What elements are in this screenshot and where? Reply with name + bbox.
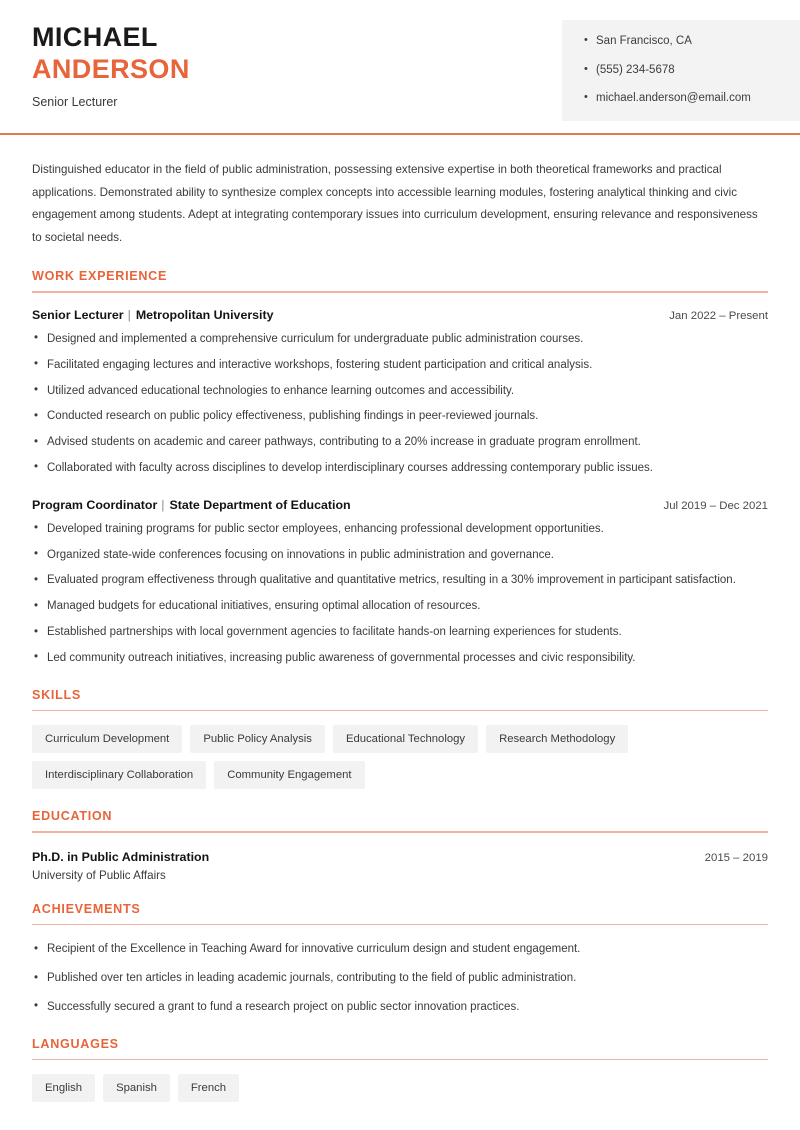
bullet-item: • Led community outreach initiatives, increasing public awareness of governmental processes and civic responsibility. bbox=[32, 650, 768, 668]
skill-chip: Educational Technology bbox=[333, 725, 478, 753]
section-education bbox=[32, 809, 768, 882]
education-entry bbox=[32, 850, 768, 882]
professional-summary: Distinguished educator in the field of public administration, possessing extensive expertise in both theoretical frameworks and practical applications. Demonstrated ability to synthesize complex concepts into accessible learning modules, fostering analytical thinking and civic engagement among students. Adept at integrating contemporary issues into curriculum development, ensuring relevance and responsiveness to societal needs. bbox=[32, 163, 758, 244]
bullet-item: • Designed and implemented a comprehensive curriculum for undergraduate public administration courses. bbox=[32, 331, 768, 349]
experience-bullets bbox=[32, 521, 768, 668]
identity-block bbox=[0, 0, 190, 109]
skill-chip: Community Engagement bbox=[214, 761, 364, 789]
bullet-item: • Facilitated engaging lectures and interactive workshops, fostering student participation and critical analysis. bbox=[32, 357, 768, 375]
skill-chip: Interdisciplinary Collaboration bbox=[32, 761, 206, 789]
contact-box bbox=[562, 20, 800, 121]
bullet-item: • Evaluated program effectiveness through qualitative and quantitative metrics, resulting in a 30% improvement in participant satisfaction. bbox=[32, 572, 768, 590]
education-school: University of Public Affairs bbox=[32, 868, 166, 882]
education-date: 2015 – 2019 bbox=[704, 851, 768, 864]
bullet-item: • Recipient of the Excellence in Teaching Award for innovative curriculum design and student engagement. bbox=[32, 941, 768, 959]
education-degree: Ph.D. in Public Administration bbox=[32, 849, 210, 864]
language-chip: English bbox=[32, 1074, 95, 1102]
experience-bullets bbox=[32, 331, 768, 478]
experience-title bbox=[32, 498, 351, 512]
bullet-item: • Collaborated with faculty across disciplines to develop interdisciplinary courses addressing contemporary public issues. bbox=[32, 460, 768, 478]
section-skills bbox=[32, 688, 768, 790]
section-divider bbox=[32, 1059, 768, 1061]
bullet-item: • Advised students on academic and career pathways, contributing to a 20% increase in graduate program enrollment. bbox=[32, 434, 768, 452]
section-title-skills: SKILLS bbox=[32, 687, 81, 702]
contact-list bbox=[584, 34, 800, 107]
bullet-item: • Managed budgets for educational initiatives, ensuring optimal allocation of resources. bbox=[32, 598, 768, 616]
section-divider bbox=[32, 831, 768, 833]
experience-role: Program Coordinator bbox=[32, 497, 158, 512]
experience-title bbox=[32, 308, 274, 322]
bullet-item: • Organized state-wide conferences focusing on innovations in public administration and governance. bbox=[32, 547, 768, 565]
education-entry-header bbox=[32, 850, 768, 864]
experience-entry-header bbox=[32, 308, 768, 322]
header-divider bbox=[0, 133, 800, 135]
section-divider bbox=[32, 710, 768, 712]
contact-email[interactable]: • michael.anderson@email.com bbox=[584, 91, 800, 107]
section-work-experience bbox=[32, 269, 768, 667]
job-title: Senior Lecturer bbox=[32, 94, 118, 109]
name-last: ANDERSON bbox=[32, 53, 190, 84]
achievements-list bbox=[32, 941, 768, 1016]
skill-chip: Curriculum Development bbox=[32, 725, 182, 753]
bullet-item: • Published over ten articles in leading academic journals, contributing to the field of public administration. bbox=[32, 970, 768, 988]
skill-chip: Research Methodology bbox=[486, 725, 628, 753]
name-first: MICHAEL bbox=[32, 22, 158, 52]
contact-phone[interactable]: • (555) 234-5678 bbox=[584, 63, 800, 79]
title-separator: | bbox=[127, 307, 131, 322]
bullet-item: • Established partnerships with local government agencies to facilitate hands-on learning experiences for students. bbox=[32, 624, 768, 642]
bullet-item: • Developed training programs for public sector employees, enhancing professional development opportunities. bbox=[32, 521, 768, 539]
experience-entry-header bbox=[32, 498, 768, 512]
contact-location: • San Francisco, CA bbox=[584, 34, 800, 50]
language-chip: Spanish bbox=[103, 1074, 170, 1102]
languages-chip-list bbox=[32, 1074, 768, 1102]
experience-role: Senior Lecturer bbox=[32, 307, 124, 322]
section-title-work-experience: WORK EXPERIENCE bbox=[32, 269, 168, 284]
experience-organization: Metropolitan University bbox=[135, 307, 274, 322]
section-divider bbox=[32, 924, 768, 926]
language-chip: French bbox=[178, 1074, 239, 1102]
skill-chip: Public Policy Analysis bbox=[190, 725, 325, 753]
section-title-languages: LANGUAGES bbox=[32, 1036, 119, 1051]
experience-organization: State Department of Education bbox=[169, 497, 351, 512]
section-title-education: EDUCATION bbox=[32, 809, 113, 824]
experience-entry bbox=[32, 498, 768, 668]
experience-entry bbox=[32, 308, 768, 478]
section-divider bbox=[32, 291, 768, 293]
resume-header bbox=[0, 0, 800, 133]
section-title-achievements: ACHIEVEMENTS bbox=[32, 901, 141, 916]
experience-date: Jan 2022 – Present bbox=[669, 309, 768, 322]
section-languages bbox=[32, 1037, 768, 1103]
bullet-item: • Successfully secured a grant to fund a research project on public sector innovation practices. bbox=[32, 999, 768, 1017]
section-achievements bbox=[32, 902, 768, 1017]
skills-chip-list bbox=[32, 725, 768, 789]
bullet-item: • Conducted research on public policy effectiveness, publishing findings in peer-reviewed journals. bbox=[32, 408, 768, 426]
title-separator: | bbox=[161, 497, 165, 512]
bullet-item: • Utilized advanced educational technologies to enhance learning outcomes and accessibility. bbox=[32, 383, 768, 401]
resume-content bbox=[0, 159, 800, 1102]
experience-date: Jul 2019 – Dec 2021 bbox=[663, 499, 768, 512]
